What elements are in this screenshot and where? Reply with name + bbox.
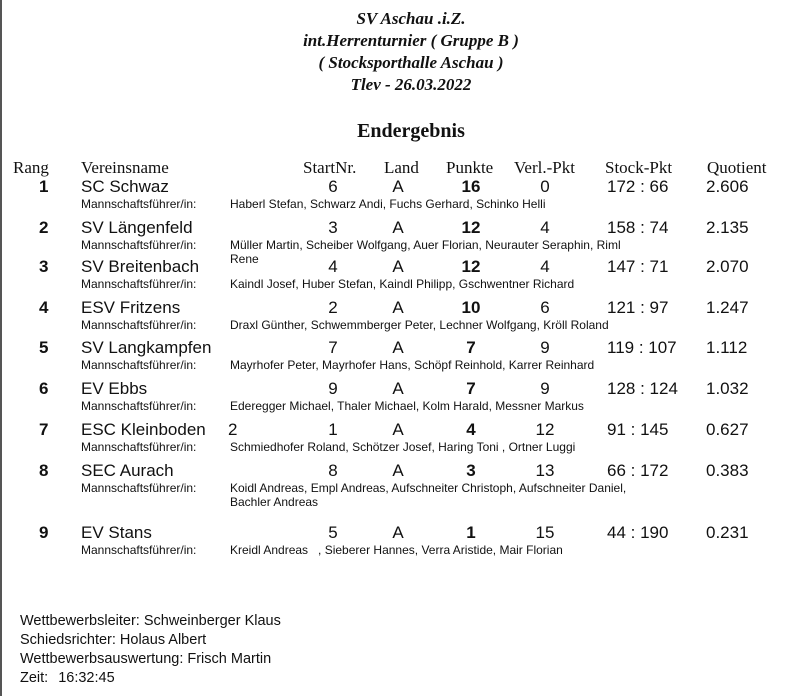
captain-label: Mannschaftsführer/in: <box>81 358 197 372</box>
captains: Koidl Andreas, Empl Andreas, Aufschneiter Christoph, Aufschneiter Daniel, <box>230 481 627 495</box>
date-line: Tlev - 26.03.2022 <box>350 75 472 94</box>
col-land: Land <box>384 158 419 177</box>
captain-label: Mannschaftsführer/in: <box>81 318 197 332</box>
start-number: 1 <box>328 420 338 439</box>
rank: 6 <box>39 379 49 398</box>
country: A <box>392 298 404 317</box>
club-name: EV Ebbs <box>81 379 148 398</box>
tournament-name: int.Herrenturnier ( Gruppe B ) <box>303 31 519 50</box>
venue-name: ( Stocksporthalle Aschau ) <box>318 53 504 72</box>
time-value: 16:32:45 <box>58 670 115 686</box>
evaluation: Wettbewerbsauswertung: Frisch Martin <box>20 651 272 667</box>
stock-points: 121 : 97 <box>607 298 669 317</box>
start-number: 7 <box>328 338 338 357</box>
points: 12 <box>461 257 481 276</box>
time-label: Zeit: <box>20 670 49 686</box>
col-vereinsname: Vereinsname <box>81 158 169 177</box>
captains: Kaindl Josef, Huber Stefan, Kaindl Philipp, Gschwentner Richard <box>230 277 575 291</box>
col-verl-pkt: Verl.-Pkt <box>514 158 575 177</box>
lost-points: 9 <box>540 379 550 398</box>
quotient: 2.606 <box>706 177 749 196</box>
club-name: EV Stans <box>81 523 152 542</box>
lost-points: 15 <box>535 523 555 542</box>
captains-continued: Bachler Andreas <box>230 495 319 509</box>
footer <box>20 612 281 688</box>
captain-label: Mannschaftsführer/in: <box>81 399 197 413</box>
lost-points: 6 <box>540 298 550 317</box>
points: 7 <box>466 379 476 398</box>
points: 1 <box>466 523 476 542</box>
rank: 7 <box>39 420 49 439</box>
col-stock-pkt: Stock-Pkt <box>605 158 673 177</box>
start-number: 8 <box>328 461 338 480</box>
captains: Haberl Stefan, Schwarz Andi, Fuchs Gerhard, Schinko Helli <box>230 197 546 211</box>
lost-points: 12 <box>535 420 555 439</box>
quotient: 1.247 <box>706 298 749 317</box>
start-number: 2 <box>328 298 338 317</box>
club-name: SC Schwaz <box>81 177 169 196</box>
country: A <box>392 461 404 480</box>
captains: Kreidl Andreas , Sieberer Hannes, Verra Aristide, Mair Florian <box>230 543 563 557</box>
captains: Draxl Günther, Schwemmberger Peter, Lechner Wolfgang, Kröll Roland <box>230 318 609 332</box>
start-number: 9 <box>328 379 338 398</box>
result-title: Endergebnis <box>357 120 465 142</box>
captain-label: Mannschaftsführer/in: <box>81 440 197 454</box>
club-name: SV Längenfeld <box>81 218 193 237</box>
country: A <box>392 379 404 398</box>
stock-points: 158 : 74 <box>607 218 669 237</box>
rank: 9 <box>39 523 49 542</box>
stock-points: 172 : 66 <box>607 177 669 196</box>
club-name: SV Aschau .i.Z. <box>356 9 466 28</box>
page-border <box>0 0 2 696</box>
points: 10 <box>461 298 481 317</box>
col-punkte: Punkte <box>446 158 494 177</box>
points: 16 <box>461 177 481 196</box>
captains: Ederegger Michael, Thaler Michael, Kolm Harald, Messner Markus <box>230 399 584 413</box>
col-rang: Rang <box>13 158 49 177</box>
rank: 5 <box>39 338 49 357</box>
captains-continued: Rene <box>230 252 259 266</box>
country: A <box>392 338 404 357</box>
referee: Schiedsrichter: Holaus Albert <box>20 632 207 648</box>
start-number: 6 <box>328 177 338 196</box>
captains: Mayrhofer Peter, Mayrhofer Hans, Schöpf Reinhold, Karrer Reinhard <box>230 358 595 372</box>
captain-label: Mannschaftsführer/in: <box>81 197 197 211</box>
captains: Schmiedhofer Roland, Schötzer Josef, Haring Toni , Ortner Luggi <box>230 440 576 454</box>
quotient: 1.112 <box>706 338 748 357</box>
stock-points: 44 : 190 <box>607 523 669 542</box>
time-line <box>20 669 281 688</box>
lost-points: 4 <box>540 257 550 276</box>
extra-number: 2 <box>228 420 238 439</box>
rank: 1 <box>39 177 49 196</box>
country: A <box>392 177 404 196</box>
points: 4 <box>466 420 476 439</box>
start-number: 5 <box>328 523 338 542</box>
quotient: 0.383 <box>706 461 749 480</box>
points: 12 <box>461 218 481 237</box>
rank: 4 <box>39 298 49 317</box>
country: A <box>392 420 404 439</box>
start-number: 4 <box>328 257 338 276</box>
lost-points: 0 <box>540 177 550 196</box>
country: A <box>392 257 404 276</box>
lost-points: 13 <box>535 461 555 480</box>
stock-points: 66 : 172 <box>607 461 669 480</box>
col-quotient: Quotient <box>707 158 767 177</box>
points: 3 <box>466 461 476 480</box>
competition-leader: Wettbewerbsleiter: Schweinberger Klaus <box>20 613 281 629</box>
country: A <box>392 218 404 237</box>
start-number: 3 <box>328 218 338 237</box>
captains: Müller Martin, Scheiber Wolfgang, Auer Florian, Neurauter Seraphin, Riml <box>230 238 621 252</box>
captain-label: Mannschaftsführer/in: <box>81 238 197 252</box>
rank: 3 <box>39 257 49 276</box>
quotient: 2.135 <box>706 218 749 237</box>
col-startnr: StartNr. <box>303 158 357 177</box>
club-name: SV Breitenbach <box>81 257 200 276</box>
rank: 8 <box>39 461 49 480</box>
stock-points: 128 : 124 <box>607 379 678 398</box>
country: A <box>392 523 404 542</box>
club-name: SV Langkampfen <box>81 338 212 357</box>
points: 7 <box>466 338 476 357</box>
rank: 2 <box>39 218 49 237</box>
lost-points: 4 <box>540 218 550 237</box>
stock-points: 91 : 145 <box>607 420 669 439</box>
captain-label: Mannschaftsführer/in: <box>81 481 197 495</box>
result-title-wrap <box>0 120 800 143</box>
captain-label: Mannschaftsführer/in: <box>81 543 197 557</box>
club-name: ESV Fritzens <box>81 298 181 317</box>
quotient: 2.070 <box>706 257 749 276</box>
stock-points: 119 : 107 <box>607 338 677 357</box>
captain-label: Mannschaftsführer/in: <box>81 277 197 291</box>
quotient: 0.231 <box>706 523 749 542</box>
lost-points: 9 <box>540 338 550 357</box>
quotient: 0.627 <box>706 420 749 439</box>
club-name: SEC Aurach <box>81 461 174 480</box>
document-header <box>0 8 800 96</box>
stock-points: 147 : 71 <box>607 257 669 276</box>
quotient: 1.032 <box>706 379 749 398</box>
club-name: ESC Kleinboden <box>81 420 206 439</box>
